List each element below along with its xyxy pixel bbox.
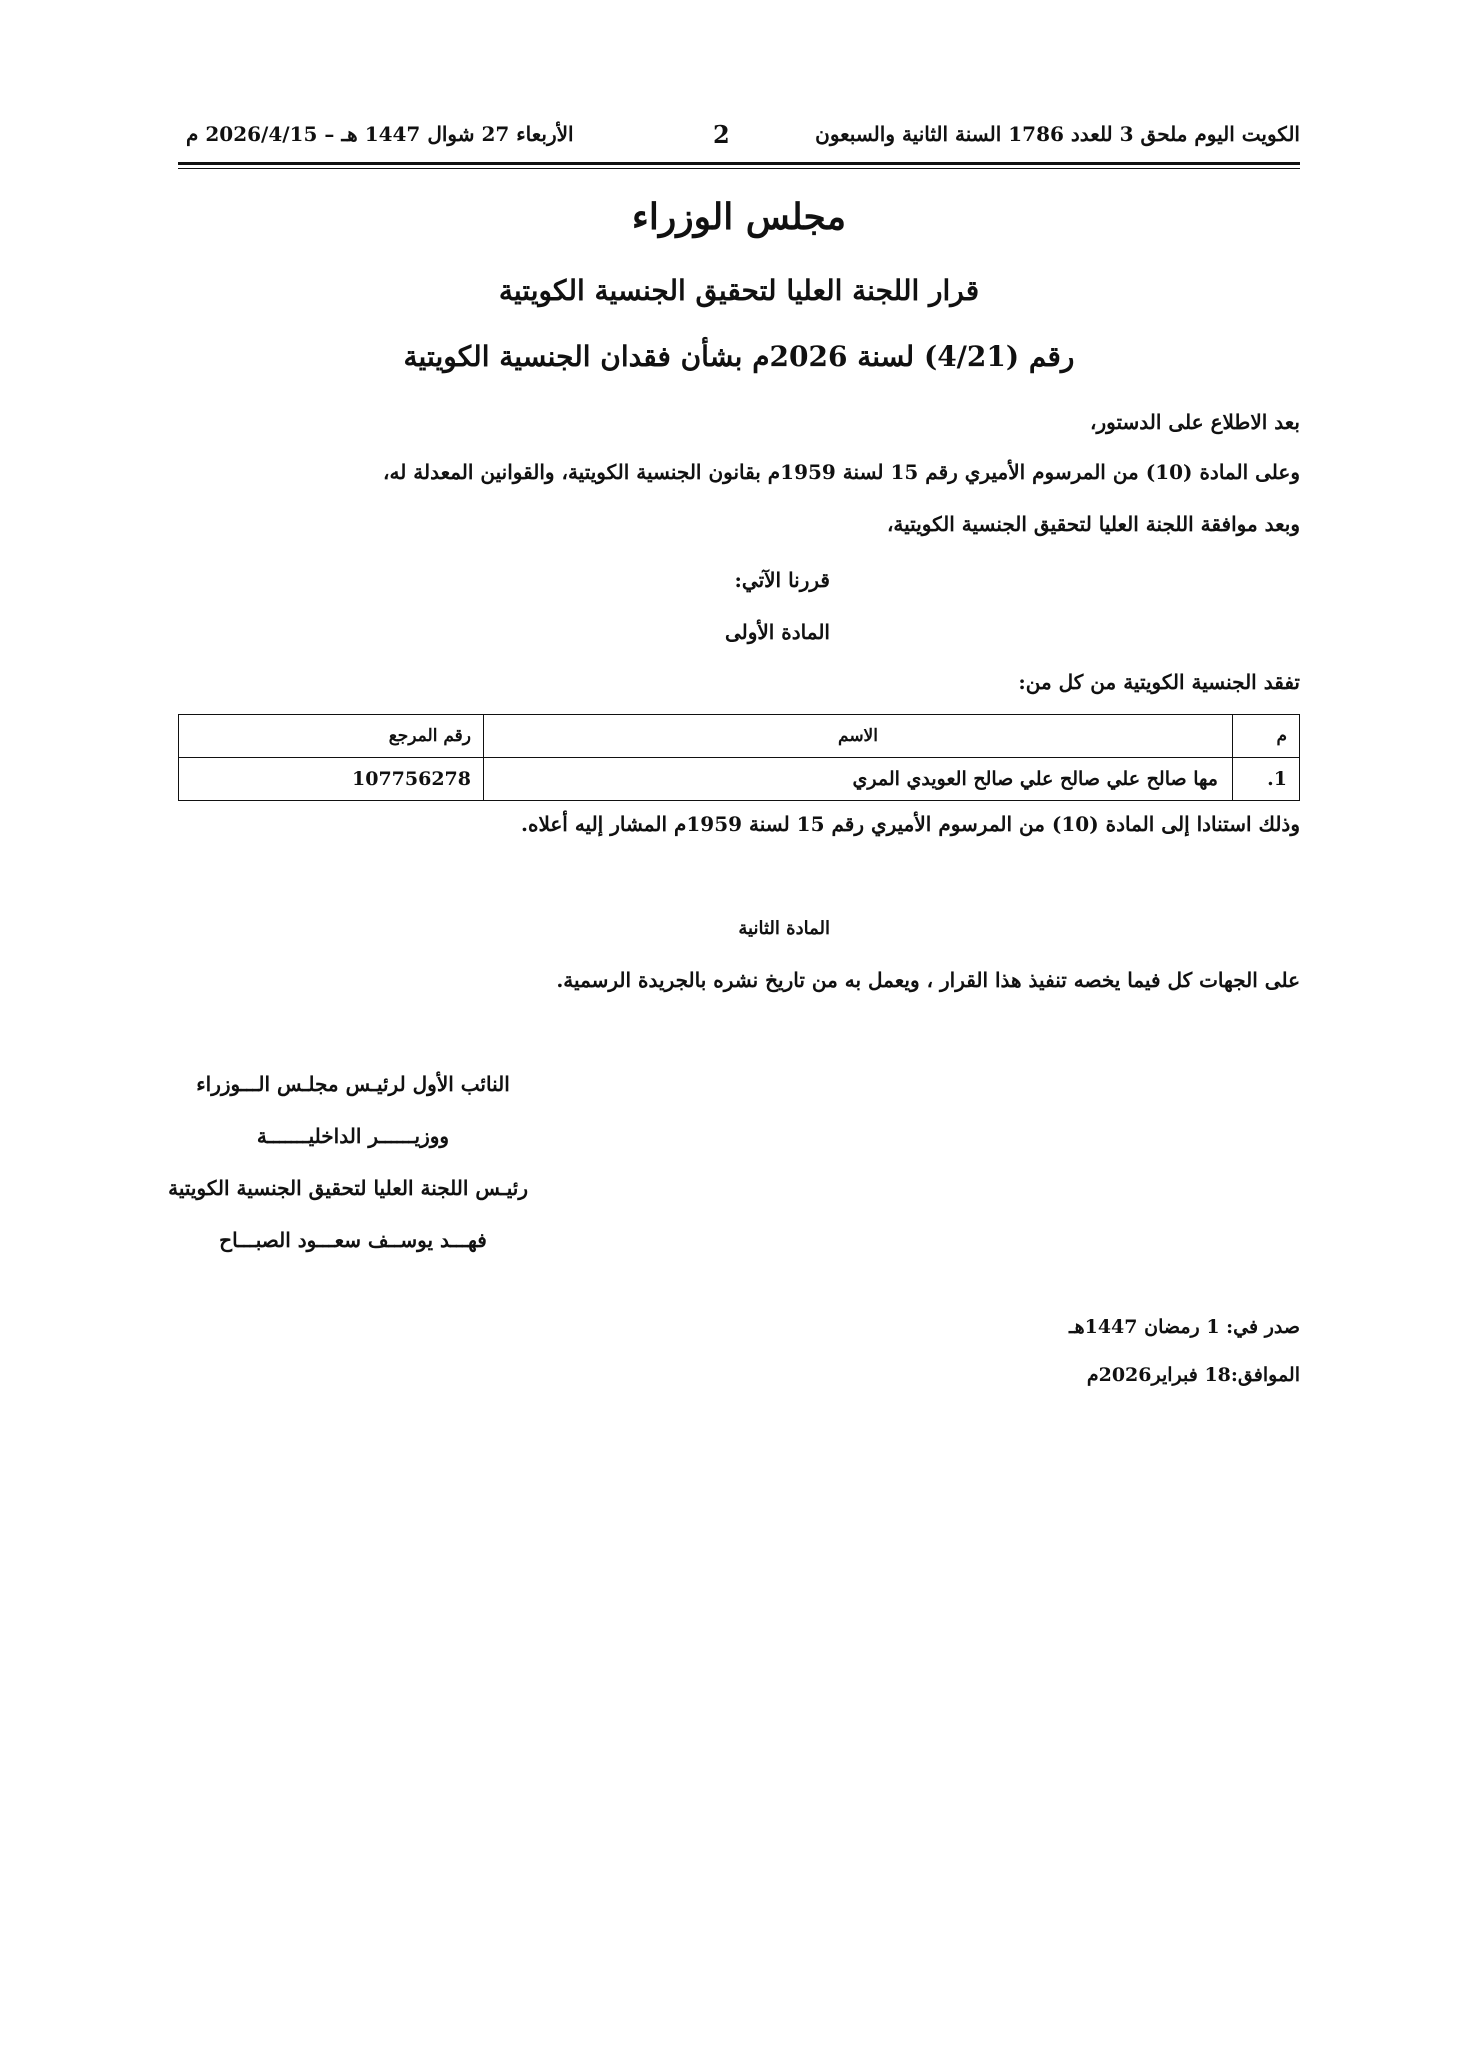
signatory-title-line-1: النائب الأول لرئيـس مجلـس الـــوزراء [196,1072,510,1096]
row-reference: 107756278 [179,758,484,801]
signatory-title-line-2: ووزيــــــر الداخليـــــــة [256,1124,450,1148]
article-2-text: على الجهات كل فيما يخصه تنفيذ هذا القرار ، ويعمل به من تاريخ نشره بالجريدة الرسمية. [556,968,1300,992]
column-header-index: م [1233,715,1300,758]
column-header-reference: رقم المرجع [179,715,484,758]
gazette-page [168,0,1300,2067]
page-title: مجلس الوزراء [631,196,847,238]
decided-heading: قررنا الآتي: [734,568,830,592]
header-publication-info: الكويت اليوم ملحق 3 للعدد 1786 السنة الثانية والسبعون [815,122,1300,146]
persons-table [178,714,1300,801]
article-1-intro: تفقد الجنسية الكويتية من كل من: [1018,670,1300,694]
decision-number-title: رقم (4/21) لسنة 2026م بشأن فقدان الجنسية الكويتية [403,340,1075,373]
article-1-heading: المادة الأولى [724,620,830,644]
header-page-number: 2 [713,120,730,149]
header-date: الأربعاء 27 شوال 1447 هـ – 2026/4/15 م [186,122,574,146]
signatory-title-line-3: رئيـس اللجنة العليا لتحقيق الجنسية الكويتية [168,1176,528,1200]
row-index: 1. [1233,758,1300,801]
corresponding-date: الموافق:18 فبراير2026م [1086,1364,1300,1386]
preamble-line: وبعد موافقة اللجنة العليا لتحقيق الجنسية الكويتية، [886,512,1300,536]
header-rule-thick [178,162,1300,165]
signatory-name: فهـــد يوســف سعـــود الصبـــاح [219,1228,487,1252]
article-2-heading: المادة الثانية [738,918,830,939]
preamble-line: بعد الاطلاع على الدستور، [1090,410,1300,434]
preamble-line: وعلى المادة (10) من المرسوم الأميري رقم 15 لسنة 1959م بقانون الجنسية الكويتية، والقوانين المعدلة له، [383,460,1300,484]
header-rule-thin [178,168,1300,169]
column-header-name: الاسم [484,715,1233,758]
table-header-row [179,715,1300,758]
article-1-note: وذلك استنادا إلى المادة (10) من المرسوم الأميري رقم 15 لسنة 1959م المشار إليه أعلاه. [521,812,1300,836]
row-name: مها صالح علي صالح علي صالح العويدي المري [484,758,1233,801]
table-row [179,758,1300,801]
page-header [178,122,1300,156]
issued-date: صدر في: 1 رمضان 1447هـ [1069,1316,1300,1338]
decision-subtitle: قرار اللجنة العليا لتحقيق الجنسية الكويتية [498,274,980,307]
